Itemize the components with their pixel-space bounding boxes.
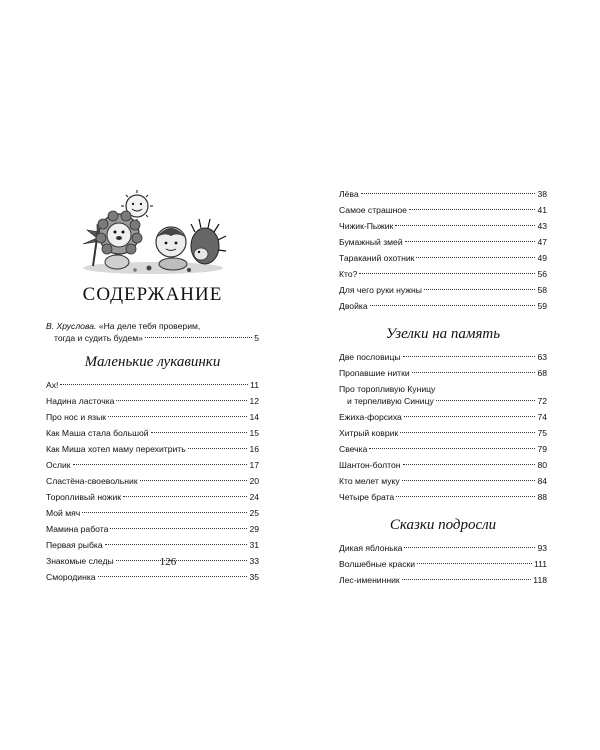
entry-page: 20 <box>249 476 259 486</box>
entry-page: 75 <box>537 428 547 438</box>
toc-entry[interactable] <box>339 459 547 475</box>
entry-page: 33 <box>249 556 259 566</box>
dot-leader <box>424 289 535 290</box>
toc-entry[interactable] <box>46 475 259 491</box>
dot-leader <box>404 416 536 417</box>
toc-entry[interactable] <box>46 491 259 507</box>
entry-title: Дикая яблонька <box>339 543 403 553</box>
entry-page: 79 <box>537 444 547 454</box>
toc-entry[interactable] <box>46 507 259 523</box>
entry-page: 59 <box>537 301 547 311</box>
lion-icon <box>96 211 142 269</box>
entry-title: Чижик-Пыжик <box>339 221 394 231</box>
toc-entry[interactable] <box>46 459 259 475</box>
dot-leader <box>108 416 247 417</box>
dot-leader <box>145 337 252 338</box>
illustration-lion-sun-hedgehog <box>69 188 237 276</box>
dot-leader <box>404 547 535 548</box>
entry-page: 47 <box>537 237 547 247</box>
toc-entry[interactable] <box>339 351 547 367</box>
toc-entry[interactable] <box>46 427 259 443</box>
entry-page: 93 <box>537 543 547 553</box>
dot-leader <box>403 356 536 357</box>
entry-page: 68 <box>537 368 547 378</box>
toc-entry[interactable] <box>339 558 547 574</box>
entry-title: Бумажный змей <box>339 237 403 247</box>
entry-page: 31 <box>249 540 259 550</box>
dot-leader <box>417 563 532 564</box>
entry-title: Надина ласточка <box>46 396 115 406</box>
entry-title-line2: и терпеливую Синицу <box>347 396 434 406</box>
entry-page: 35 <box>249 572 259 582</box>
entry-title: Знакомые следы <box>46 556 114 566</box>
entry-page: 58 <box>537 285 547 295</box>
entry-page: 43 <box>537 221 547 231</box>
entry-page: 72 <box>537 396 547 406</box>
dot-leader <box>359 273 535 274</box>
entry-title: Пропавшие нитки <box>339 368 410 378</box>
dot-leader <box>436 400 536 401</box>
dot-leader <box>60 384 248 385</box>
dot-leader <box>416 257 535 258</box>
toc-entry[interactable] <box>339 491 547 507</box>
entry-title: Про торопливую Куницу <box>339 384 436 394</box>
dot-leader <box>123 496 247 497</box>
entry-page: 17 <box>249 460 259 470</box>
entry-title: Мамина работа <box>46 524 109 534</box>
toc-heading: СОДЕРЖАНИЕ <box>82 284 223 305</box>
toc-entry[interactable] <box>339 220 547 236</box>
dot-leader <box>140 480 248 481</box>
dot-leader <box>370 305 536 306</box>
entry-title: Кто? <box>339 269 358 279</box>
dot-leader <box>82 512 247 513</box>
toc-entry[interactable] <box>339 252 547 268</box>
toc-list-section-3 <box>339 542 547 590</box>
entry-title: Ежиха-форсиха <box>339 412 402 422</box>
dot-leader <box>409 209 536 210</box>
toc-entry[interactable] <box>339 475 547 491</box>
dot-leader <box>116 400 247 401</box>
toc-entry[interactable] <box>339 188 547 204</box>
entry-title: Лёва <box>339 189 359 199</box>
entry-page: 12 <box>249 396 259 406</box>
dot-leader <box>402 480 536 481</box>
dot-leader <box>151 432 248 433</box>
dot-leader <box>403 464 536 465</box>
entry-page: 74 <box>537 412 547 422</box>
dot-leader <box>369 448 535 449</box>
entry-title: Первая рыбка <box>46 540 103 550</box>
toc-entry[interactable] <box>339 427 547 443</box>
entry-title: Четыре брата <box>339 492 395 502</box>
entry-title: Волшебные краски <box>339 559 416 569</box>
toc-entry[interactable] <box>46 379 259 395</box>
entry-page: 56 <box>537 269 547 279</box>
entry-title: Торопливый ножик <box>46 492 122 502</box>
entry-title: Свечка <box>339 444 368 454</box>
toc-entry[interactable] <box>339 443 547 459</box>
dot-leader <box>412 372 536 373</box>
entry-page: 15 <box>249 428 259 438</box>
entry-title: Для чего руки нужны <box>339 285 422 295</box>
entry-title: Как Миша хотел маму перехитрить <box>46 444 186 454</box>
entry-page: 118 <box>533 575 547 585</box>
entry-page: 63 <box>537 352 547 362</box>
toc-entry[interactable] <box>46 411 259 427</box>
entry-title: Шантон-болтон <box>339 460 401 470</box>
toc-entry[interactable] <box>339 204 547 220</box>
entry-title: Ослик <box>46 460 71 470</box>
toc-entry[interactable] <box>339 574 547 590</box>
toc-entry[interactable] <box>46 539 259 555</box>
intro-entry[interactable] <box>46 320 259 344</box>
entry-page: 41 <box>537 205 547 215</box>
left-page <box>46 188 259 587</box>
entry-title: Две пословицы <box>339 352 401 362</box>
dot-leader <box>105 544 248 545</box>
toc-list-section-1-continued <box>339 188 547 316</box>
toc-entry[interactable] <box>339 236 547 252</box>
child-icon <box>156 227 187 270</box>
dot-leader <box>395 225 535 226</box>
toc-entry[interactable] <box>339 284 547 300</box>
toc-entry[interactable] <box>46 443 259 459</box>
toc-entry[interactable] <box>339 300 547 316</box>
entry-title: Хитрый коврик <box>339 428 399 438</box>
dot-leader <box>361 193 536 194</box>
entry-title: Тараканий охотник <box>339 253 415 263</box>
entry-title: Ах! <box>46 380 59 390</box>
right-page <box>339 188 547 590</box>
entry-page: 80 <box>537 460 547 470</box>
section-title: Маленькие лукавинки <box>84 354 221 370</box>
entry-page: 11 <box>250 380 259 390</box>
section-title: Сказки подросли <box>389 517 497 533</box>
entry-page: 38 <box>537 189 547 199</box>
entry-page: 49 <box>537 253 547 263</box>
dot-leader <box>188 448 248 449</box>
entry-title: Как Маша стала большой <box>46 428 149 438</box>
toc-entry[interactable] <box>46 523 259 539</box>
dot-leader <box>396 496 535 497</box>
page-number: 126 <box>159 556 177 568</box>
toc-entry[interactable] <box>46 571 259 587</box>
entry-title: Кто мелет муку <box>339 476 400 486</box>
intro-page: 5 <box>254 333 259 343</box>
intro-title-line2: тогда и судить будем» <box>54 333 143 343</box>
intro-author: В. Хруслова. <box>46 321 97 331</box>
entry-title: Смородинка <box>46 572 96 582</box>
toc-entry[interactable] <box>339 542 547 558</box>
entry-page: 14 <box>249 412 259 422</box>
toc-list-section-2 <box>339 351 547 507</box>
dot-leader <box>400 432 535 433</box>
dot-leader <box>110 528 247 529</box>
entry-page: 88 <box>537 492 547 502</box>
toc-entry[interactable] <box>339 411 547 427</box>
entry-page: 24 <box>249 492 259 502</box>
entry-title: Про нос и язык <box>46 412 107 422</box>
toc-entry[interactable] <box>339 383 547 411</box>
entry-title: Двойка <box>339 301 368 311</box>
toc-entry[interactable] <box>46 395 259 411</box>
entry-page: 111 <box>533 559 547 569</box>
entry-title: Лес-именинник <box>339 575 400 585</box>
toc-entry[interactable] <box>339 268 547 284</box>
intro-title-line1: «На деле тебя проверим, <box>98 321 201 331</box>
entry-title: Мой мяч <box>46 508 81 518</box>
entry-page: 84 <box>537 476 547 486</box>
section-title: Узелки на память <box>385 326 501 342</box>
dot-leader <box>405 241 536 242</box>
dot-leader <box>98 576 248 577</box>
hedgehog-icon <box>191 219 226 264</box>
entry-page: 25 <box>249 508 259 518</box>
entry-title: Сластёна-своевольник <box>46 476 138 486</box>
entry-title: Самое страшное <box>339 205 407 215</box>
dot-leader <box>73 464 248 465</box>
toc-entry[interactable] <box>339 367 547 383</box>
dot-leader <box>402 579 532 580</box>
entry-page: 16 <box>249 444 259 454</box>
entry-page: 29 <box>249 524 259 534</box>
